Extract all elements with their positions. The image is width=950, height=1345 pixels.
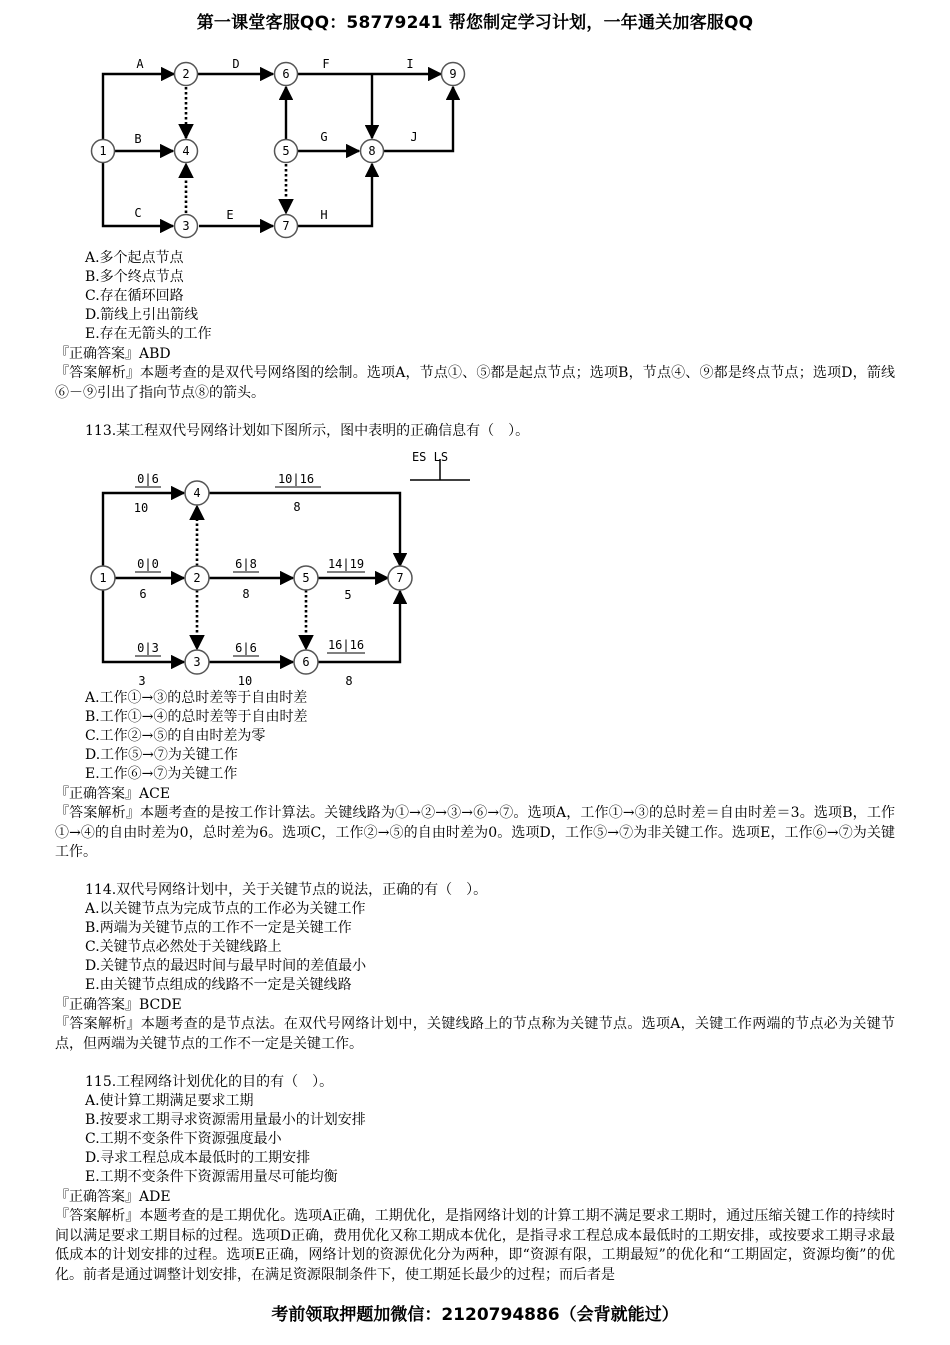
svg-text:7: 7 [396,571,404,585]
node-7 [388,566,412,590]
node-1 [92,140,115,163]
q115-option-d: D.寻求工程总成本最低时的工期安排 [85,1150,311,1166]
q115-analysis: 『答案解析』本题考查的是工期优化。选项A正确，工期优化，是指网络计划的计算工期不满足要求工期时，通过压缩关键工作的持续时间以满足要求工期目标的过程。选项D正确，费用优化又称工期成本优化，是指寻求工程总成本最低时的工期安排，或按要求工期寻求最低成本的计划安排的过程。选项E正确，网络计划的资源优化分为两种，即“资源有限，工期最短”的优化和“工期固定，资源均衡”的优化。前者是通过调整计划安排，在满足资源限制条件下，使工期延长最少的过程；而后者是 [55,1208,895,1283]
q113-option-e: E.工作⑥→⑦为关键工作 [85,766,238,782]
q114-stem: 114.双代号网络计划中，关于关键节点的说法，正确的有（ ）。 [85,882,488,898]
q115-answer: 『正确答案』ADE [55,1189,171,1205]
q115-option-c: C.工期不变条件下资源强度最小 [85,1131,282,1147]
label-D: D [232,57,240,71]
q114-option-c: C.关键节点必然处于关键线路上 [85,939,282,955]
q114-option-a: A.以关键节点为完成节点的工作必为关键工作 [85,901,366,917]
q114-option-e: E.由关键节点组成的线路不一定是关键线路 [85,977,352,993]
label-B: B [134,132,142,146]
q114-option-b: B.两端为关键节点的工作不一定是关键工作 [85,920,352,936]
q112-answer: 『正确答案』ABD [55,346,171,362]
svg-text:1: 1 [99,571,107,585]
svg-text:6: 6 [282,67,290,81]
svg-text:6|6: 6|6 [235,641,257,655]
label-H: H [320,208,328,222]
svg-text:10: 10 [237,674,253,688]
label-G: G [320,130,328,144]
q113-option-a: A.工作①→③的总时差等于自由时差 [85,690,308,706]
node-5 [275,140,298,163]
q115-stem: 115.工程网络计划优化的目的有（ ）。 [85,1074,334,1090]
node-5 [294,566,318,590]
node-3 [175,215,198,238]
svg-text:0|6: 0|6 [137,472,159,486]
svg-text:8: 8 [368,144,376,158]
page-header: 第一课堂客服QQ：58779241 帮您制定学习计划，一年通关加客服QQ [196,13,754,33]
network-diagram-1 [0,0,950,250]
svg-text:0|0: 0|0 [137,557,159,571]
page-footer: 考前领取押题加微信：2120794886（会背就能过） [271,1305,679,1325]
q112-option-a: A.多个起点节点 [85,250,184,266]
q112-option-b: B.多个终点节点 [85,269,184,285]
node-1 [91,566,115,590]
svg-text:2: 2 [193,571,201,585]
label-J: J [410,130,418,144]
node-3 [185,650,209,674]
node-6 [294,650,318,674]
label-I: I [406,57,414,71]
q115-option-a: A.使计算工期满足要求工期 [85,1093,254,1109]
svg-text:5: 5 [302,571,310,585]
q113-option-c: C.工作②→⑤的自由时差为零 [85,728,266,744]
svg-text:8: 8 [345,674,353,688]
q114-answer: 『正确答案』BCDE [55,997,182,1013]
svg-text:3: 3 [138,674,146,688]
q112-analysis: 『答案解析』本题考查的是双代号网络图的绘制。选项A，节点①、⑤都是起点节点；选项B，节点④、⑨都是终点节点；选项D，箭线⑥－⑨引出了指向节点⑧的箭头。 [55,365,895,401]
arrow-7-8 [298,164,372,226]
node-6 [275,63,298,86]
svg-text:6: 6 [302,655,310,669]
svg-text:1: 1 [99,144,107,158]
svg-text:6: 6 [139,587,147,601]
node-9 [442,63,465,86]
q113-analysis: 『答案解析』本题考查的是按工作计算法。关键线路为①→②→③→⑥→⑦。选项A，工作①→③的总时差＝自由时差＝3。选项B，工作①→④的自由时差为0，总时差为6。选项C，工作②→⑤的自由时差为0。选项D，工作⑤→⑦为非关键工作。选项E，工作⑥→⑦为关键工作。 [55,805,895,860]
label-5-7 [327,557,365,602]
svg-text:0|3: 0|3 [137,641,159,655]
svg-text:4: 4 [193,486,201,500]
svg-text:3: 3 [193,655,201,669]
svg-text:14|19: 14|19 [327,557,365,571]
q113-stem: 113.某工程双代号网络计划如下图所示，图中表明的正确信息有（ ）。 [85,423,530,439]
arrow-8-9 [384,87,453,151]
q112-option-c: C.存在循环回路 [85,288,184,304]
svg-text:9: 9 [449,67,457,81]
label-F: F [322,57,330,71]
label-C: C [134,206,142,220]
arrow-4-7 [209,493,400,566]
svg-text:10|16: 10|16 [277,472,315,486]
svg-text:3: 3 [182,219,190,233]
svg-text:10: 10 [133,501,149,515]
label-3-6 [233,641,259,688]
label-E: E [226,208,234,222]
q113-option-d: D.工作⑤→⑦为关键工作 [85,747,238,763]
q113-option-b: B.工作①→④的总时差等于自由时差 [85,709,308,725]
q115-option-b: B.按要求工期寻求资源需用量最小的计划安排 [85,1112,366,1128]
q115-option-e: E.工期不变条件下资源需用量尽可能均衡 [85,1169,338,1185]
svg-text:6|8: 6|8 [235,557,257,571]
svg-text:16|16: 16|16 [327,638,365,652]
svg-text:2: 2 [182,67,190,81]
label-A: A [136,57,144,71]
label-1-3 [135,641,161,688]
node-4 [185,481,209,505]
node-8 [361,140,384,163]
svg-text:4: 4 [182,144,190,158]
svg-text:8: 8 [293,500,301,514]
svg-text:7: 7 [282,219,290,233]
node-7 [275,215,298,238]
svg-text:5: 5 [344,588,352,602]
node-2 [175,63,198,86]
q112-option-e: E.存在无箭头的工作 [85,326,212,342]
svg-text:8: 8 [242,587,250,601]
network-diagram-2 [0,445,950,695]
svg-text:5: 5 [282,144,290,158]
q114-option-d: D.关键节点的最迟时间与最早时间的差值最小 [85,958,367,974]
q114-analysis: 『答案解析』本题考查的是节点法。在双代号网络计划中，关键线路上的节点称为关键节点。选项A，关键工作两端的节点必为关键节点，但两端为关键节点的工作不一定是关键工作。 [55,1016,895,1052]
q113-answer: 『正确答案』ACE [55,786,171,802]
q112-option-d: D.箭线上引出箭线 [85,307,199,323]
arrow-1-2 [103,74,174,140]
node-2 [185,566,209,590]
legend-es-ls: ES LS [411,450,449,464]
node-4 [175,140,198,163]
